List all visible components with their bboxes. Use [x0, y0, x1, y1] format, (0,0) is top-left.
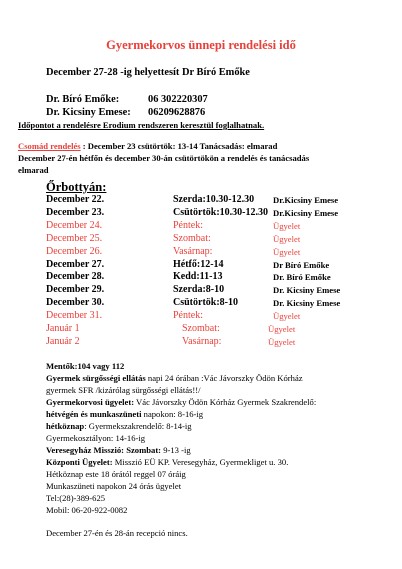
schedule-date: December 25. [46, 232, 103, 244]
schedule-doctor: Dr Bíró Emőke [273, 259, 330, 270]
surgos-line-2: gyermek SFR /kizárólag sürgősségi ellátás!!/ [46, 385, 201, 395]
schedule-date: December 31. [46, 310, 103, 322]
booking-note: Időpontot a rendelésre Erodium rendszeren keresztül foglalhatnak. [18, 120, 265, 130]
schedule-doctor: Dr. Kicsiny Emese [273, 298, 341, 309]
schedule-row [0, 297, 402, 310]
ugyelet-line [46, 397, 316, 407]
hetkoznap-este-line: Hétköznap este 18 órától reggel 07 óráig [46, 469, 186, 479]
munkaszuneti-line: Munkaszüneti napokon 24 órás ügyelet [46, 481, 182, 491]
schedule-day: Péntek: [173, 219, 203, 231]
ugyelet-label: Gyermekorvosi ügyelet: [46, 397, 135, 407]
schedule-day: Szerda:10.30-12.30 [173, 194, 255, 205]
schedule-day: Szombat: [173, 232, 211, 244]
schedule-row [0, 323, 402, 336]
schedule-date: Január 1 [46, 323, 80, 334]
mobil-line: Mobil: 06-20-922-0082 [46, 505, 128, 515]
schedule-date: December 27. [46, 258, 105, 270]
schedule-doctor: Ügyelet [273, 220, 301, 231]
schedule-doctor: Ügyelet [268, 324, 296, 334]
schedule-day: Vasárnap: [173, 245, 213, 257]
schedule-day: Vasárnap: [182, 335, 222, 347]
schedule-date: December 29. [46, 284, 105, 296]
schedule-day: Kedd:11-13 [173, 271, 223, 283]
kozponti-line [46, 457, 288, 467]
schedule-date: December 30. [46, 297, 105, 309]
schedule-row [0, 207, 402, 220]
hetvegen-text: napokon: 8-16-ig [141, 409, 204, 419]
schedule-row [0, 284, 402, 297]
schedule-row [0, 310, 402, 323]
schedule-doctor: Ügyelet [273, 246, 301, 257]
schedule-day: Péntek: [173, 310, 203, 322]
contact-phone-kicsiny: 06209628876 [148, 107, 206, 118]
schedule-doctor: Dr. Bíró Emőke [273, 272, 331, 283]
schedule-row [0, 220, 402, 233]
misszio-text: 9-13 -ig [161, 445, 191, 455]
surgos-line [46, 373, 303, 383]
contact-name-kicsiny: Dr. Kicsiny Emese: [46, 107, 131, 118]
schedule-doctor: Dr. Kicsiny Emese [273, 285, 341, 296]
schedule-doctor: Dr.Kicsiny Emese [273, 207, 339, 218]
contact-phone-biro: 06 302220307 [148, 94, 208, 105]
hetkoznap-line [46, 421, 192, 431]
schedule-date: December 24. [46, 219, 103, 231]
schedule-doctor: Ügyelet [273, 233, 301, 244]
hetkoznap-label: hétköznap [46, 421, 85, 431]
contact-name-biro: Dr. Bíró Emőke: [46, 94, 120, 105]
surgos-label: Gyermek sürgősségi ellátás [46, 373, 146, 383]
orbottyan-heading: Őrbottyán: [46, 180, 107, 194]
kozponti-text: Misszió EÜ KP. Veresegyház, Gyermekliget u. 30. [112, 457, 289, 467]
hetvegen-label: hétvégén és munkaszüneti [46, 409, 142, 419]
schedule-row [0, 194, 402, 207]
schedule-day: Szombat: [182, 323, 220, 334]
csomad-label: Csomád rendelés [18, 141, 81, 151]
schedule-day: Csütörtök:8-10 [173, 297, 238, 309]
schedule-day: Csütörtök:10.30-12.30 [173, 206, 268, 218]
schedule-row [0, 271, 402, 284]
ugyelet-text: Vác Jávorszky Ödön Kórház Gyermek Szakrendelő: [134, 397, 317, 407]
recepcio-line: December 27-én és 28-án recepció nincs. [46, 528, 188, 538]
misszio-line [46, 445, 191, 455]
schedule-date: December 22. [46, 194, 105, 205]
schedule-row [0, 259, 402, 272]
schedule-date: December 23. [46, 206, 105, 218]
kozponti-label: Központi Ügyelet: [46, 457, 113, 467]
schedule-date: December 28. [46, 271, 105, 283]
schedule-doctor: Ügyelet [268, 336, 296, 347]
schedule-row [0, 246, 402, 259]
schedule-doctor: Ügyelet [273, 311, 301, 322]
schedule-day: Szerda:8-10 [173, 284, 225, 296]
csomad-text: : December 23 csütörtök: 13-14 Tanácsadás: elmarad [80, 141, 278, 151]
page-title: Gyermekorvos ünnepi rendelési idő [106, 38, 296, 52]
hetvegen-line [46, 409, 203, 419]
schedule-doctor: Dr.Kicsiny Emese [273, 195, 339, 205]
osztaly-line: Gyermekosztályon: 14-16-ig [46, 433, 146, 443]
surgos-text: napi 24 órában :Vác Jávorszky Ödön Kórház [145, 373, 303, 383]
csomad-line [18, 141, 277, 151]
schedule-date: December 26. [46, 245, 103, 257]
schedule-date: Január 2 [46, 335, 80, 347]
schedule-row [0, 336, 402, 349]
tel-line: Tel:(28)-389-625 [46, 493, 106, 503]
cancel-note-2: elmarad [18, 165, 49, 175]
schedule-day: Hétfő:12-14 [173, 258, 224, 270]
mentok-line: Mentők:104 vagy 112 [46, 361, 125, 371]
misszio-label: Veresegyház Misszió: Szombat: [46, 445, 162, 455]
cancel-note-1: December 27-én hétfőn és december 30-án csütörtökön a rendelés és tanácsadás [18, 153, 310, 163]
hetkoznap-text: : Gyermekszakrendelő: 8-14-ig [84, 421, 192, 431]
schedule-row [0, 233, 402, 246]
substitute-line: December 27-28 -ig helyettesít Dr Bíró Emőke [46, 67, 250, 78]
